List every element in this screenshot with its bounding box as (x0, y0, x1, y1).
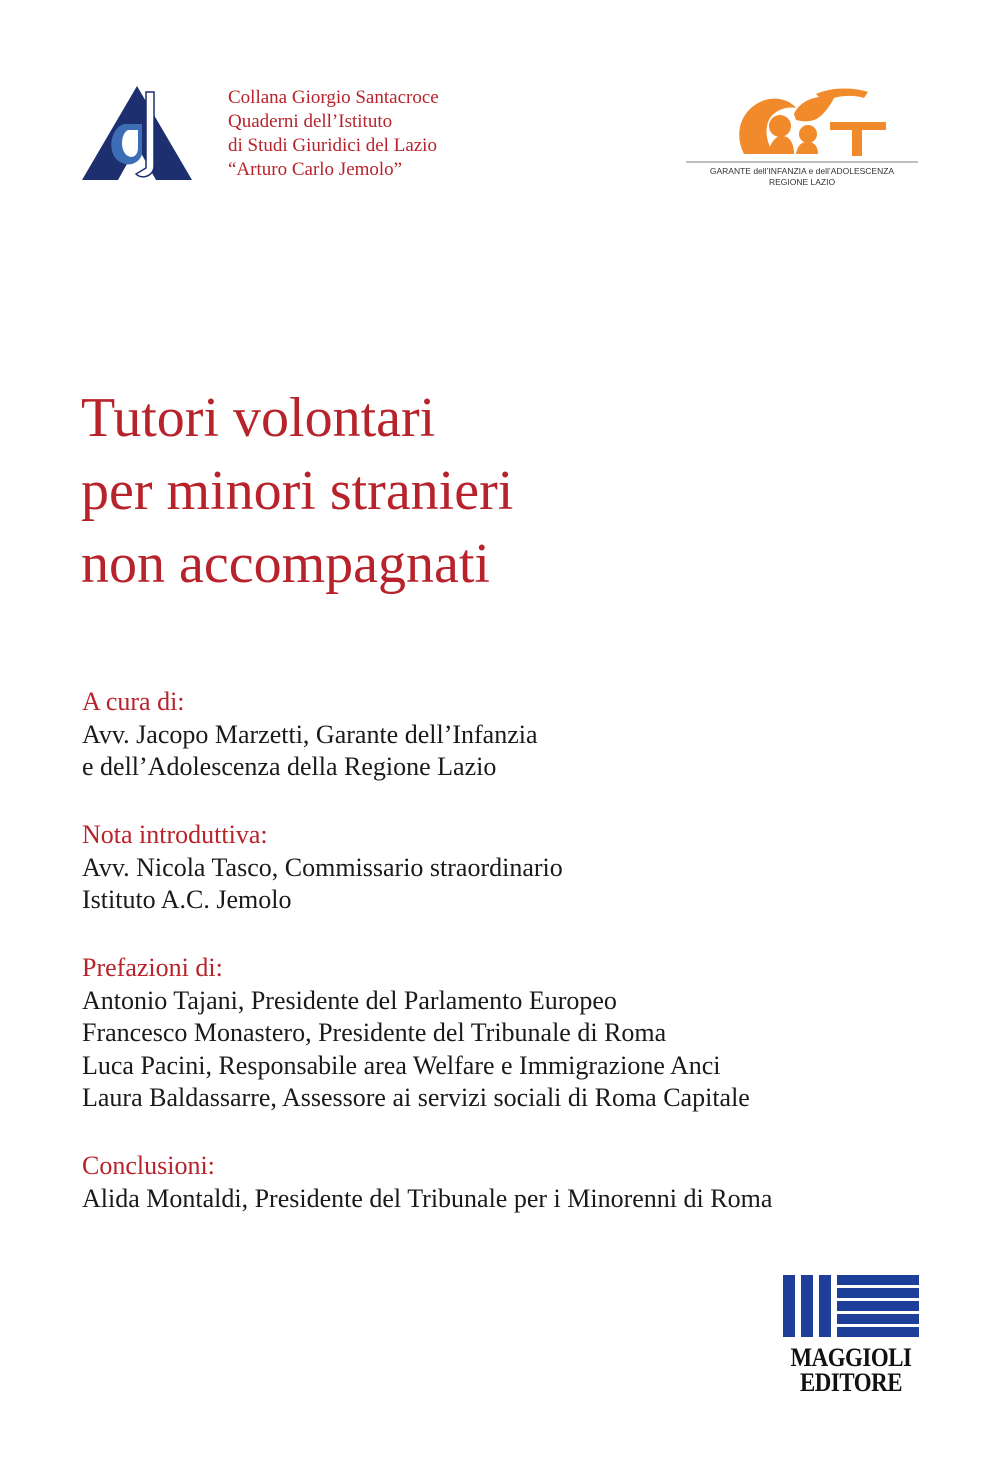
publisher-name-line: MAGGIOLI (790, 1343, 912, 1372)
series-line: Collana Giorgio Santacroce (228, 87, 439, 108)
book-title (81, 382, 513, 601)
section-nota-introduttiva (82, 819, 563, 917)
title-line: non accompagnati (81, 533, 490, 595)
series-line: di Studi Giuridici del Lazio (228, 135, 437, 156)
section-line: e dell’Adolescenza della Regione Lazio (82, 752, 497, 781)
series-description (228, 86, 439, 182)
series-line: Quaderni dell’Istituto (228, 111, 393, 132)
title-line: per minori stranieri (81, 460, 514, 522)
istituto-jemolo-logo-icon (80, 84, 194, 182)
section-line: Luca Pacini, Responsabile area Welfare e Immigrazione Anci (82, 1050, 721, 1080)
series-line: “Arturo Carlo Jemolo” (228, 159, 403, 180)
section-line: Francesco Monastero, Presidente del Tribunale di Roma (82, 1018, 667, 1047)
section-line: Laura Baldassarre, Assessore ai servizi sociali di Roma Capitale (82, 1083, 750, 1112)
publisher-name-line: EDITORE (799, 1368, 903, 1397)
section-heading: Nota introduttiva: (82, 820, 268, 849)
section-line: Avv. Jacopo Marzetti, Garante dell’Infanzia (82, 719, 538, 749)
section-a-cura-di (82, 686, 538, 784)
garante-caption-line: REGIONE LAZIO (768, 177, 836, 187)
garante-caption-line: GARANTE dell’INFANZIA e dell’ADOLESCENZA (709, 166, 895, 176)
section-heading: A cura di: (82, 687, 185, 716)
section-line: Avv. Nicola Tasco, Commissario straordinario (82, 852, 563, 882)
section-line: Istituto A.C. Jemolo (82, 885, 292, 914)
section-heading: Conclusioni: (82, 1151, 215, 1180)
section-line: Antonio Tajani, Presidente del Parlamento Europeo (82, 985, 617, 1015)
section-heading: Prefazioni di: (82, 953, 223, 982)
section-line: Alida Montaldi, Presidente del Tribunale per i Minorenni di Roma (82, 1183, 773, 1213)
section-conclusioni (82, 1150, 772, 1215)
section-prefazioni (82, 952, 750, 1115)
title-line: Tutori volontari (81, 387, 436, 449)
garante-caption (686, 166, 918, 188)
publisher-name (787, 1345, 915, 1395)
